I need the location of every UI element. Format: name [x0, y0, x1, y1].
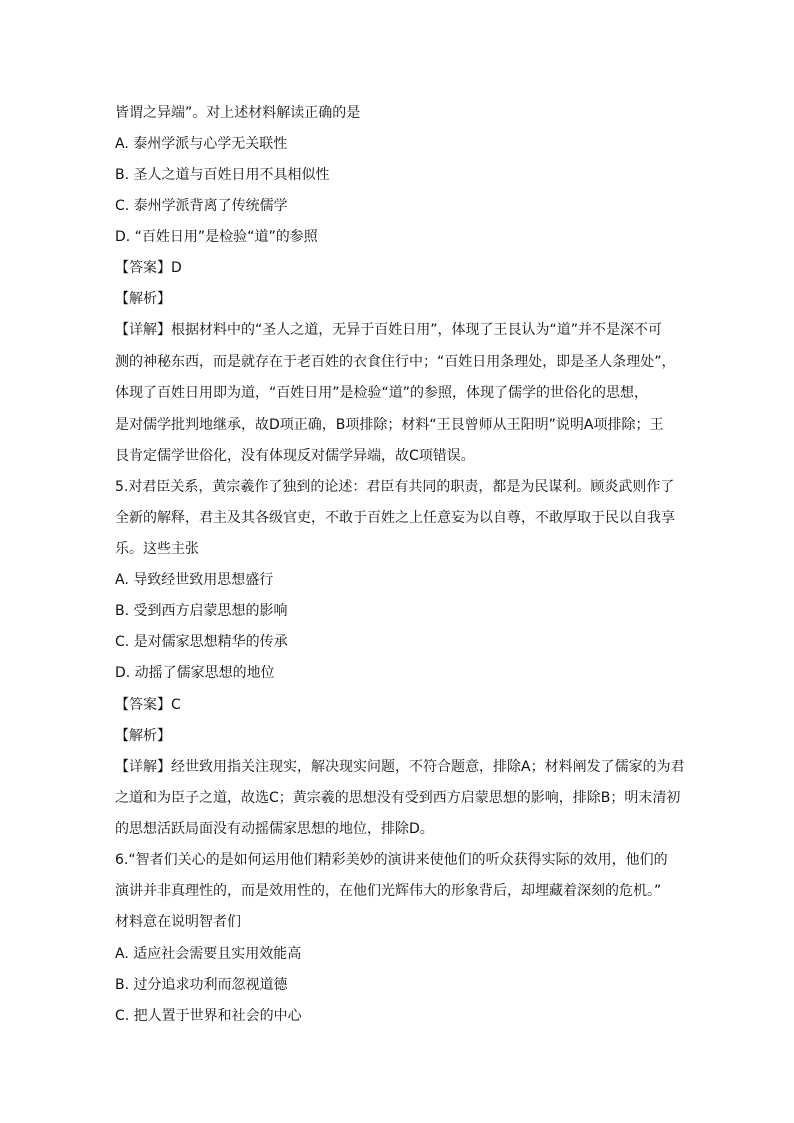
q5-stem-line: 全新的解释，君主及其各级官吏，不敢于百姓之上任意妄为以自尊，不敢厚取于民以自我享 — [115, 510, 675, 526]
q5-detail-line: 的思想活跃局面没有动摇儒家思想的地位，排除D。 — [115, 821, 434, 837]
q5-option-c: C. 是对儒家思想精华的传承 — [115, 634, 288, 650]
q4-analysis-heading: 【解析】 — [115, 291, 171, 307]
q4-option-b: B. 圣人之道与百姓日用不具相似性 — [115, 167, 330, 183]
q4-answer: 【答案】D — [115, 260, 182, 276]
q6-stem-line: 演讲并非真理性的，而是效用性的，在他们光辉伟大的形象背后，却埋藏着深刻的危机。” — [115, 883, 662, 899]
q5-detail-line: 【详解】经世致用指关注现实，解决现实问题，不符合题意，排除A；材料阐发了儒家的为君 — [115, 759, 685, 775]
q4-detail-line: 艮肯定儒学世俗化，没有体现反对儒学异端，故C项错误。 — [115, 448, 475, 464]
q4-detail-line: 【详解】根据材料中的“圣人之道，无异于百姓日用”，体现了王艮认为“道”并不是深不可 — [115, 322, 663, 338]
q5-option-b: B. 受到西方启蒙思想的影响 — [115, 603, 288, 619]
q4-stem-tail: 皆谓之异端”。对上述材料解读正确的是 — [115, 105, 361, 121]
q4-option-c: C. 泰州学派背离了传统儒学 — [115, 198, 288, 214]
q4-detail-line: 测的神秘东西，而是就存在于老百姓的衣食住行中；“百姓日用条理处，即是圣人条理处”， — [115, 354, 676, 370]
q5-stem-line: 5.对君臣关系，黄宗羲作了独到的论述：君臣有共同的职责，都是为民谋利。顾炎武则作了 — [115, 479, 675, 495]
q6-option-c: C. 把人置于世界和社会的中心 — [115, 1008, 302, 1024]
q6-option-a: A. 适应社会需要且实用效能高 — [115, 946, 302, 962]
q4-option-a: A. 泰州学派与心学无关联性 — [115, 136, 288, 152]
q4-option-d: D. “百姓日用”是检验“道”的参照 — [115, 229, 318, 245]
q4-detail-line: 是对儒学批判地继承，故D项正确，B项排除；材料“王艮曾师从王阳明”说明A项排除；王 — [115, 417, 664, 433]
q6-option-b: B. 过分追求功利而忽视道德 — [115, 977, 288, 993]
q4-detail-line: 体现了百姓日用即为道，“百姓日用”是检验“道”的参照，体现了儒学的世俗化的思想， — [115, 385, 649, 401]
q5-stem-line: 乐。这些主张 — [115, 541, 199, 557]
q5-option-d: D. 动摇了儒家思想的地位 — [115, 665, 275, 681]
q6-stem-line: 材料意在说明智者们 — [115, 914, 241, 930]
q5-analysis-heading: 【解析】 — [115, 728, 171, 744]
q5-option-a: A. 导致经世致用思想盛行 — [115, 572, 274, 588]
q6-stem-line: 6.“智者们关心的是如何运用他们精彩美妙的演讲来使他们的听众获得实际的效用，他们的 — [115, 852, 668, 868]
q5-answer: 【答案】C — [115, 697, 181, 713]
q5-detail-line: 之道和为臣子之道，故选C；黄宗羲的思想没有受到西方启蒙思想的影响，排除B；明末清初 — [115, 790, 681, 806]
